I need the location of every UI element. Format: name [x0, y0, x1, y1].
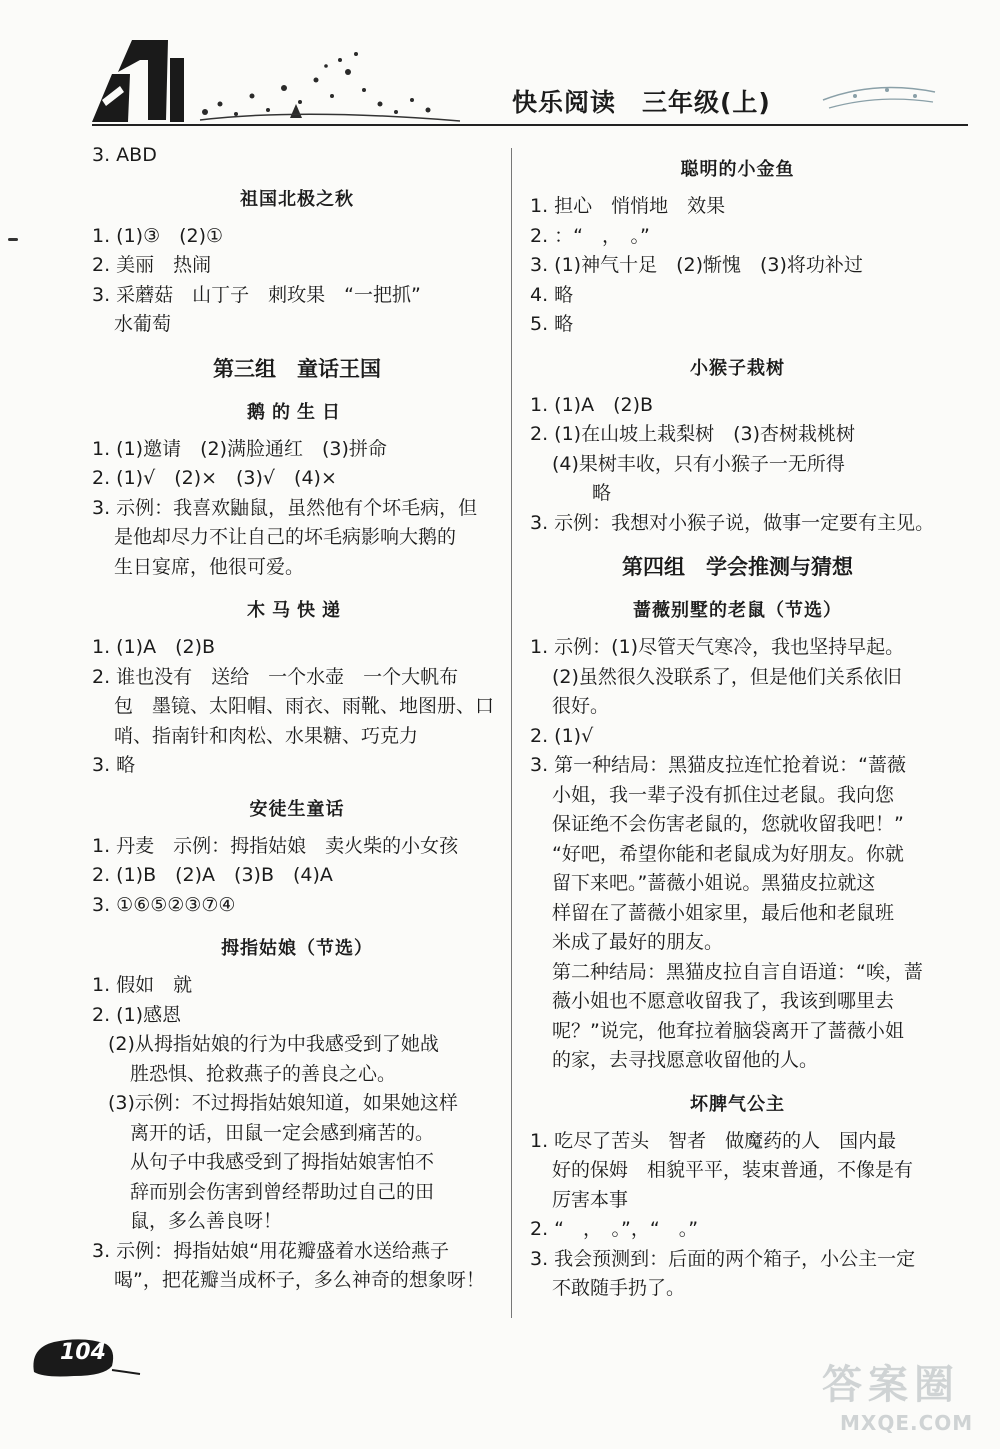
answer-line: 不敢随手扔了。 [552, 1277, 686, 1299]
answer-line: 1. 假如 就 [92, 974, 193, 996]
answer-line: (2)从拇指姑娘的行为中我感受到了她战 [108, 1033, 439, 1055]
answer-line: 样留在了蔷薇小姐家里，最后他和老鼠班 [552, 901, 895, 924]
answer-line: 2. (1)B (2)A (3)B (4)A [92, 864, 333, 886]
watermark [792, 1361, 992, 1441]
answer-line: 保证绝不会伤害老鼠的，您就收留我吧！” [552, 813, 904, 835]
answer-line: 第二种结局：黑猫皮拉自言自语道：“唉，蔷 [552, 960, 923, 983]
answer-line: 2. 谁也没有 送给 一个水壶 一个大帆布 [92, 665, 459, 688]
answer-line: “好吧，希望你能和老鼠成为好朋友。你就 [552, 842, 904, 865]
book-title: 快乐阅读 三年级(上) [512, 88, 771, 117]
answer-line: 薇小姐也不愿意收留我了，我该到哪里去 [552, 990, 895, 1012]
answer-line: 生日宴席，他很可爱。 [114, 555, 305, 578]
watermark-url: MXQE.COM [840, 1411, 974, 1435]
answer-line: 小姐，我一辈子没有抓住过老鼠。我向您 [552, 783, 895, 806]
answer-line: 辞而别会伤害到曾经帮助过自己的田 [130, 1180, 435, 1203]
section-title: 鹅的生日 [247, 401, 347, 423]
answer-line: 的家，去寻找愿意收留他的人。 [552, 1049, 819, 1071]
answer-line: 离开的话，田鼠一定会感到痛苦的。 [130, 1121, 435, 1144]
group-title: 第四组 学会推测与猜想 [622, 555, 853, 579]
answer-line: (3)示例：不过拇指姑娘知道，如果她这样 [108, 1092, 458, 1114]
right-column [530, 141, 945, 1304]
header-decoration-illustration [0, 0, 500, 130]
answer-line: 1. 丹麦 示例：拇指姑娘 卖火柴的小女孩 [92, 834, 459, 857]
answer-line: 3. 采蘑菇 山丁子 刺玫果 “一把抓” [92, 283, 421, 306]
answer-line: 1. 担心 悄悄地 效果 [530, 195, 726, 217]
answer-line: 2. (1)√ (2)× (3)√ (4)× [92, 467, 337, 489]
section-title: 安徒生童话 [249, 798, 345, 820]
answer-line: 3. 示例：拇指姑娘“用花瓣盛着水送给燕子 [92, 1239, 450, 1262]
answer-line: 3. 第一种结局：黑猫皮拉连忙抢着说：“蔷薇 [530, 754, 907, 776]
section-title: 坏脾气公主 [690, 1093, 785, 1115]
answer-line: 2. 美丽 热闹 [92, 254, 212, 276]
column-divider [511, 148, 512, 1318]
answer-line: 3. ①⑥⑤②③⑦④ [92, 893, 236, 916]
section-title: 木马快递 [247, 600, 347, 621]
answer-line: 1. (1)A (2)B [530, 393, 654, 416]
page-number: 104 [60, 1340, 106, 1365]
answer-line: 3. 略 [92, 754, 136, 776]
header-ornament-icon [815, 78, 945, 118]
answer-line: 1. (1)③ (2)① [92, 224, 224, 247]
answer-line: 米成了最好的朋友。 [552, 931, 724, 953]
answer-line: 喝”，把花瓣当成杯子，多么神奇的想象呀！ [114, 1269, 485, 1291]
answer-line: 2. “ ， 。”，“ 。” [530, 1218, 699, 1240]
answer-line: 很好。 [552, 695, 610, 717]
answer-line: 鼠，多么善良呀！ [130, 1210, 283, 1232]
answer-line: 1. 吃尽了苦头 智者 做魔药的人 国内最 [530, 1129, 897, 1152]
header-rule [92, 124, 968, 126]
print-speck [8, 238, 18, 241]
answer-line: 从句子中我感受到了拇指姑娘害怕不 [130, 1151, 435, 1173]
section-title: 蔷薇别墅的老鼠（节选） [633, 600, 842, 621]
answer-line: 2. (1)在山坡上栽梨树 (3)杏树栽桃树 [530, 423, 855, 445]
section-title: 小猴子栽树 [690, 357, 785, 379]
watermark-logo-text: 答案圈 [822, 1362, 960, 1408]
answer-line: 是他却尽力不让自己的坏毛病影响大鹅的 [114, 526, 457, 548]
answer-line: (4)果树丰收，只有小猴子一无所得 [552, 452, 845, 475]
answer-line: 水葡萄 [114, 313, 172, 335]
answer-line: 3. 示例：我喜欢鼬鼠，虽然他有个坏毛病，但 [92, 496, 478, 519]
answer-line: 4. 略 [530, 283, 574, 306]
answer-line: 厉害本事 [552, 1188, 629, 1211]
left-column [92, 141, 502, 1296]
answer-line: 包 墨镜、太阳帽、雨衣、雨靴、地图册、口 [114, 695, 495, 717]
page-number-badge [24, 1330, 144, 1380]
section-title: 拇指姑娘（节选） [221, 938, 373, 959]
answer-line: 留下来吧。”蔷薇小姐说。黑猫皮拉就这 [552, 872, 876, 894]
answer-line: 2. (1)√ [530, 724, 594, 747]
answer-line: 3. 示例：我想对小猴子说，做事一定要有主见。 [530, 511, 935, 534]
answer-line: 3. ABD [92, 144, 157, 166]
answer-line: 好的保姆 相貌平平，装束普通，不像是有 [552, 1159, 914, 1181]
page-header [0, 0, 1000, 160]
section-title: 祖国北极之秋 [240, 188, 354, 210]
answer-line: 1. (1)A (2)B [92, 636, 216, 658]
answer-line: (2)虽然很久没联系了，但是他们关系依旧 [552, 665, 902, 688]
answer-line: 5. 略 [530, 313, 574, 335]
section-title: 聪明的小金鱼 [680, 159, 795, 180]
answer-line: 呢？”说完，他耷拉着脑袋离开了蔷薇小姐 [552, 1019, 904, 1042]
answer-line: 2. ：“ ， 。” [530, 224, 650, 247]
answer-line: 略 [592, 482, 612, 504]
answer-line: 1. 示例：(1)尽管天气寒冷，我也坚持早起。 [530, 636, 905, 658]
answer-line: 哨、指南针和肉松、水果糖、巧克力 [114, 724, 419, 747]
group-title: 第三组 童话王国 [213, 356, 381, 381]
answer-line: 3. (1)神气十足 (2)惭愧 (3)将功补过 [530, 254, 863, 276]
answer-line: 3. 我会预测到：后面的两个箱子，小公主一定 [530, 1247, 916, 1270]
answer-line: 胜恐惧、抢救燕子的善良之心。 [130, 1062, 397, 1085]
answer-line: 1. (1)邀请 (2)满脸通红 (3)拼命 [92, 437, 387, 460]
answer-line: 2. (1)感恩 [92, 1003, 182, 1026]
